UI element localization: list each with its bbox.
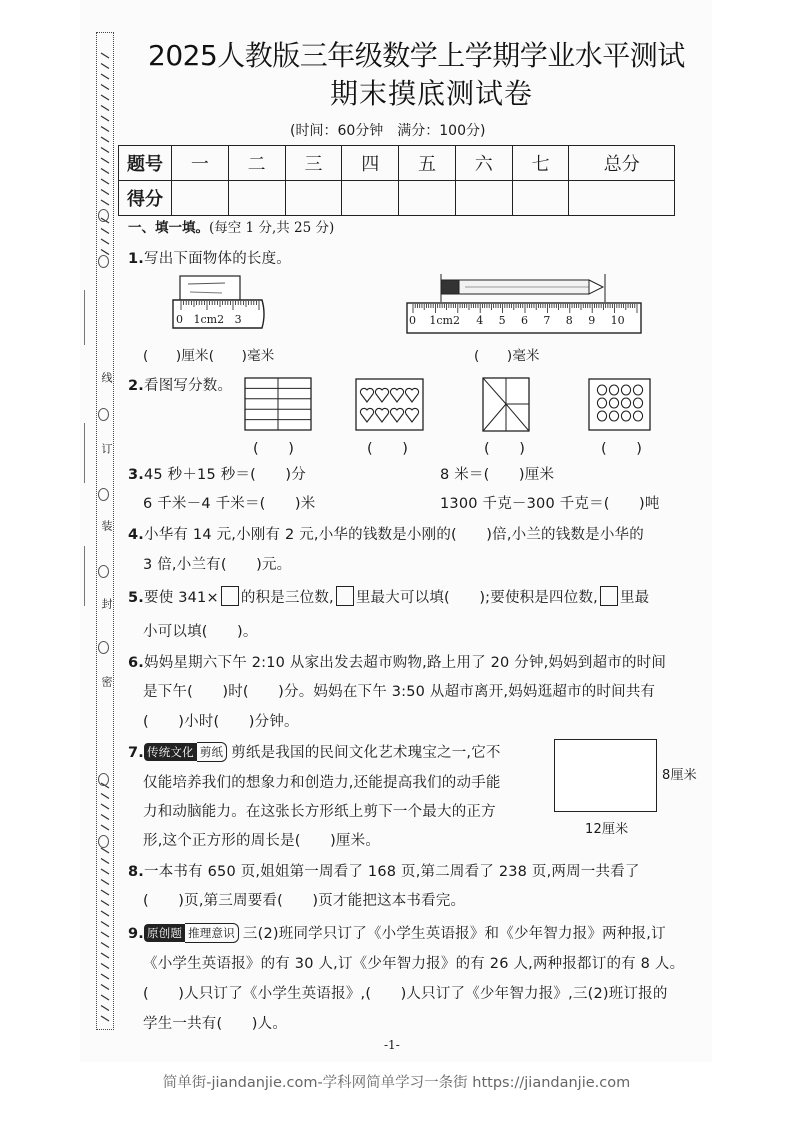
column-label: 二 <box>228 146 285 181</box>
binding-hatch <box>101 943 109 948</box>
question-2 <box>128 374 232 395</box>
binding-hatch <box>101 974 109 979</box>
column-label: 五 <box>399 146 456 181</box>
binding-hatch <box>101 85 109 90</box>
binding-hatch <box>101 1006 109 1011</box>
binding-hatch <box>101 116 109 121</box>
binding-hatch <box>101 229 109 234</box>
question-8 <box>128 860 640 881</box>
binding-word: 密 <box>100 676 113 687</box>
fraction-figure-divided-square <box>482 377 532 434</box>
binding-hatch <box>101 964 109 969</box>
info-line <box>84 546 85 606</box>
tag-traditional-culture: 传统文化 <box>144 743 197 761</box>
binding-hatch <box>101 127 109 132</box>
score-cell[interactable] <box>399 181 456 216</box>
q3-b: 8 米＝( )厘米 <box>440 467 555 483</box>
q2-blank[interactable]: ( ) <box>484 441 526 457</box>
ruler-label: 9 <box>588 314 596 327</box>
tag-original-question: 原创题 <box>144 924 185 942</box>
rectangle-paper-figure <box>554 739 657 812</box>
column-label: 四 <box>342 146 399 181</box>
q6-line3: ( )小时( )分钟。 <box>143 714 299 730</box>
exam-title: 2025人教版三年级数学上学期学业水平测试 <box>148 39 685 72</box>
binding-word: 装 <box>100 520 113 531</box>
binding-ring-icon <box>98 835 109 848</box>
binding-hatch <box>101 137 109 142</box>
answer-box[interactable] <box>600 586 618 606</box>
q7-line2: 仅能培养我们的想象力和创造力,还能提高我们的动手能 <box>143 775 501 791</box>
q9-line4: 学生一共有( )人。 <box>143 1016 288 1032</box>
pencil-eraser <box>441 280 459 294</box>
ruler-label: 6 <box>521 314 528 327</box>
binding-hatch <box>101 148 109 153</box>
eraser-shape <box>180 276 240 300</box>
question-9 <box>128 922 666 943</box>
info-line <box>84 290 85 345</box>
ruler-label: 4 <box>476 314 484 327</box>
score-cell[interactable] <box>342 181 399 216</box>
binding-hatch <box>101 200 109 205</box>
rect-height-label: 8厘米 <box>662 768 697 783</box>
q2-blank[interactable]: ( ) <box>601 441 643 457</box>
fraction-figure-grid <box>244 377 314 433</box>
score-cell[interactable] <box>285 181 342 216</box>
q9-line3: ( )人只订了《小学生英语报》,( )人只订了《少年智力报》,三(2)班订报的 <box>143 986 668 1002</box>
binding-hatch <box>101 890 109 895</box>
binding-hatch <box>101 815 109 820</box>
binding-hatch <box>101 179 109 184</box>
question-3 <box>128 463 306 484</box>
ruler-label: 8 <box>565 314 573 327</box>
q6-line2: 是下午( )时( )分。妈妈在下午 3:50 从超市离开,妈妈逛超市的时间共有 <box>143 684 656 700</box>
score-cell[interactable] <box>228 181 285 216</box>
binding-hatch <box>101 985 109 990</box>
binding-hatch <box>101 1016 109 1021</box>
binding-hatch <box>101 859 109 864</box>
ruler-label: 0 <box>409 314 416 327</box>
question-number: 4. <box>128 527 144 543</box>
question-5 <box>128 586 649 607</box>
binding-ring-icon <box>98 209 109 222</box>
question-text: 里最大可以填( );要使积是四位数, <box>355 590 598 606</box>
question-number: 2. <box>128 378 144 394</box>
q1-answer-left: ( )厘米( )毫米 <box>143 348 275 364</box>
binding-hatch <box>101 239 109 244</box>
binding-hatch <box>101 106 109 111</box>
ruler-label: 1cm2 <box>193 313 225 326</box>
binding-hatch <box>101 901 109 906</box>
question-number: 7. <box>128 745 144 761</box>
q5-line2: 小可以填( )。 <box>143 624 258 640</box>
binding-hatch <box>101 250 109 255</box>
column-label: 一 <box>172 146 229 181</box>
question-text: 要使 341× <box>144 590 219 606</box>
binding-hatch <box>101 190 109 195</box>
score-cell[interactable] <box>512 181 569 216</box>
column-label: 总分 <box>569 146 675 181</box>
question-7 <box>128 741 501 762</box>
q7-line3: 力和动脑能力。在这张长方形纸上剪下一个最大的正方 <box>143 804 496 820</box>
section-heading <box>128 216 334 236</box>
info-line <box>84 423 85 483</box>
question-6 <box>128 651 666 672</box>
binding-hatch <box>101 169 109 174</box>
binding-word: 线 <box>100 372 113 383</box>
column-label: 三 <box>285 146 342 181</box>
binding-hatch <box>101 869 109 874</box>
q1-answer-right: ( )毫米 <box>474 348 540 364</box>
column-label: 六 <box>455 146 512 181</box>
binding-hatch <box>101 932 109 937</box>
question-text: 三(2)班同学只订了《小学生英语报》和《少年智力报》两种报,订 <box>242 926 666 942</box>
question-text: 写出下面物体的长度。 <box>144 251 291 267</box>
ruler-label: 5 <box>498 314 506 327</box>
question-text: 小华有 14 元,小刚有 2 元,小华的钱数是小刚的( )倍,小兰的钱数是小华的 <box>144 527 644 543</box>
question-text: 一本书有 650 页,姐姐第一周看了 168 页,第二周看了 238 页,两周一共看了 <box>144 864 640 880</box>
binding-hatch <box>101 880 109 885</box>
score-table <box>118 145 675 216</box>
binding-word: 封 <box>100 598 113 609</box>
row-label: 题号 <box>119 146 172 181</box>
q9-line2: 《小学生英语报》的有 30 人,订《少年智力报》的有 26 人,两种报都订的有 8 人。 <box>143 956 685 972</box>
column-label: 七 <box>512 146 569 181</box>
binding-hatch <box>101 995 109 1000</box>
binding-ring-icon <box>98 255 109 268</box>
question-number: 6. <box>128 655 144 671</box>
question-4 <box>128 523 644 544</box>
q3-c: 6 千米－4 千米＝( )米 <box>143 496 316 512</box>
binding-ring-icon <box>98 565 109 578</box>
q2-blank[interactable]: ( ) <box>253 441 295 457</box>
exam-time-score: (时间：60分钟 满分：100分) <box>290 123 486 139</box>
question-text: 剪纸是我国的民间文化艺术瑰宝之一,它不 <box>231 745 501 761</box>
question-1 <box>128 247 291 268</box>
rect-width-label: 12厘米 <box>585 822 629 837</box>
score-cell[interactable] <box>455 181 512 216</box>
binding-hatch <box>101 848 109 853</box>
binding-ring-icon <box>98 641 109 654</box>
score-cell[interactable] <box>569 181 675 216</box>
binding-hatch <box>101 74 109 79</box>
question-number: 8. <box>128 864 144 880</box>
fraction-figure-hearts <box>355 378 425 432</box>
binding-hatch <box>101 53 109 58</box>
tag-reasoning: 推理意识 <box>185 923 239 943</box>
binding-hatch <box>101 804 109 809</box>
tag-paper-cutting: 剪纸 <box>197 742 227 762</box>
binding-hatch <box>101 794 109 799</box>
binding-hatch <box>101 158 109 163</box>
q2-blank[interactable]: ( ) <box>367 441 409 457</box>
question-number: 1. <box>128 251 144 267</box>
small-ruler-labels <box>176 313 242 326</box>
binding-hatch <box>101 64 109 69</box>
binding-hatch <box>101 825 109 830</box>
ruler-label: 1cm2 <box>429 314 460 327</box>
exam-subtitle-title: 期末摸底测试卷 <box>330 77 534 110</box>
answer-box[interactable] <box>221 586 239 606</box>
question-text: 妈妈星期六下午 2:10 从家出发去超市购物,路上用了 20 分钟,妈妈到超市的时间 <box>144 655 667 671</box>
watermark-footer: 简单街-jiandanjie.com-学科网简单学习一条街 https://jiandanjie.com <box>162 1075 631 1091</box>
question-number: 5. <box>128 590 144 606</box>
section-note: (每空 1 分,共 25 分) <box>209 220 335 236</box>
binding-ring-icon <box>98 773 109 786</box>
question-number: 3. <box>128 467 144 483</box>
question-text: 45 秒＋15 秒＝( )分 <box>144 467 306 483</box>
page-number: -1- <box>384 1038 400 1052</box>
binding-hatch <box>101 953 109 958</box>
binding-hatch <box>101 911 109 916</box>
ruler-label: 7 <box>543 314 551 327</box>
ruler-label: 0 <box>176 313 183 326</box>
score-cell[interactable] <box>172 181 229 216</box>
score-table-header-row <box>119 146 675 181</box>
binding-hatch-pattern <box>97 33 113 1029</box>
q3-d: 1300 千克－300 千克＝( )吨 <box>440 496 660 512</box>
ruler-label: 3 <box>234 313 242 326</box>
question-text: 看图写分数。 <box>144 378 233 394</box>
ruler-label: 10 <box>610 314 625 327</box>
section-title: 一、填一填。 <box>128 220 209 236</box>
question-number: 9. <box>128 926 144 942</box>
row-label: 得分 <box>119 181 172 216</box>
binding-hatch <box>101 922 109 927</box>
pencil-tip <box>589 280 603 294</box>
q8-line2: ( )页,第三周要看( )页才能把这本书看完。 <box>143 893 466 909</box>
binding-ring-icon <box>98 488 109 501</box>
score-table-score-row <box>119 181 675 216</box>
binding-hatch <box>101 95 109 100</box>
binding-strip <box>96 32 114 1030</box>
question-text: 里最 <box>619 590 650 606</box>
q7-line4: 形,这个正方形的周长是( )厘米。 <box>143 833 381 849</box>
binding-word: 订 <box>100 443 113 454</box>
q4-line2: 3 倍,小兰有( )元。 <box>143 557 292 573</box>
question-text: 的积是三位数, <box>240 590 334 606</box>
answer-box[interactable] <box>336 586 354 606</box>
binding-ring-icon <box>98 408 109 421</box>
fraction-figure-circles <box>588 378 652 432</box>
